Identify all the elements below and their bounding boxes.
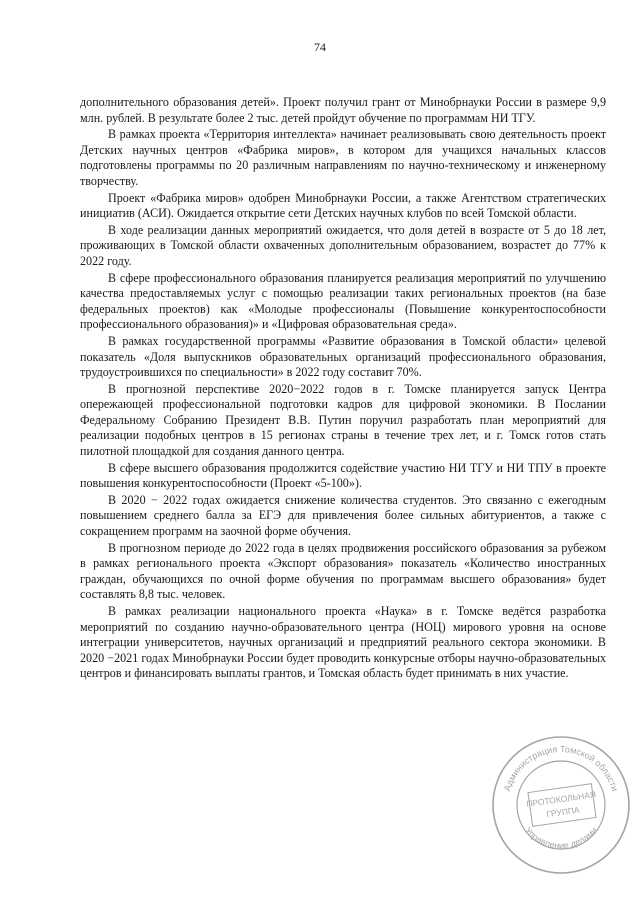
stamp-center-line-1: ПРОТОКОЛЬНАЯ [525,789,597,809]
paragraph-10: В прогнозном периоде до 2022 года в целях продвижения российского образования за рубежом в рамках регионального проекта «Экспорт образования» показатель «Количество иностранных граждан, обучающихся по очной форме обучения по программам высшего образования» будет составлять 8,8 тыс. человек. [80,540,606,602]
paragraph-7: В прогнозной перспективе 2020−2022 годов в г. Томске планируется запуск Центра опережающей профессиональной подготовки кадров для цифровой экономики. В Послании Федеральному Собранию Президент В.В. Путин поручил разработать план мероприятий для реализации подобных центров в 15 регионах страны в течение трех лет, и г. Томск готов стать пилотной площадкой для создания данного центра. [80,381,606,459]
paragraph-2: В рамках проекта «Территория интеллекта» начинает реализовывать свою деятельность проект Детских научных центров «Фабрика миров», в котором для учащихся начальных классов подготовлены программы по 20 различным направлениям по научно-техническому и инженерному творчеству. [80,127,606,188]
paragraph-9: В 2020 − 2022 годах ожидается снижение количества студентов. Это связанно с ежегодным повышением среднего балла за ЕГЭ для привлечения более сильных абитуриентов, а также с сокращением программ на заочной форме обучения. [80,492,606,539]
paragraph-1: дополнительного образования детей». Проект получил грант от Минобрнауки России в размере 9,9 млн. рублей. В результате более 2 тыс. детей пройдут обучение по программам НИ ТГУ. [80,95,606,125]
paragraph-3: Проект «Фабрика миров» одобрен Минобрнауки России, а также Агентством стратегических инициатив (АСИ). Ожидается открытие сети Детских научных клубов по всей Томской области. [80,190,606,221]
paragraph-11: В рамках реализации национального проекта «Наука» в г. Томске ведётся разработка мероприятий по созданию научно-образовательного центра (НОЦ) мирового уровня на основе интеграции университетов, научных организаций и предприятий реального сектора экономики. В 2020 −2021 годах Минобрнауки России будет проводить конкурсные отборы научно-образовательных центров и финансировать выплаты грантов, и Томская область будет принимать в них участие. [80,604,606,681]
paragraph-6: В рамках государственной программы «Развитие образования в Томской области» целевой показатель «Доля выпускников образовательных организаций профессионального образования, трудоустроившихся по специальности» в 2022 году составит 70%. [80,333,606,380]
stamp-center-line-2: ГРУППА [545,804,581,820]
document-body [80,95,606,683]
paragraph-5: В сфере профессионального образования планируется реализация мероприятий по улучшению качества предоставляемых услуг с помощью реализации таких региональных проектов (на базе федеральных проектов) как «Молодые профессионалы (Повышение конкурентоспособности профессионального образования)» и «Цифровая образовательная среда». [80,270,606,332]
official-stamp [486,730,636,880]
stamp-outer-ring [493,737,629,873]
page-number: 74 [314,40,326,54]
paragraph-8: В сфере высшего образования продолжится содействие участию НИ ТГУ и НИ ТПУ в проекте повышения конкурентоспособности (Проект «5-100»). [80,460,606,491]
stamp-bottom-text: Управление делами [522,825,600,851]
stamp-outer-text: Администрация Томской области [501,743,621,793]
paragraph-4: В ходе реализации данных мероприятий ожидается, что доля детей в возрасте от 5 до 18 лет, проживающих в Томской области охваченных дополнительным образованием, возрастет до 77% к 2022 году. [80,222,606,268]
